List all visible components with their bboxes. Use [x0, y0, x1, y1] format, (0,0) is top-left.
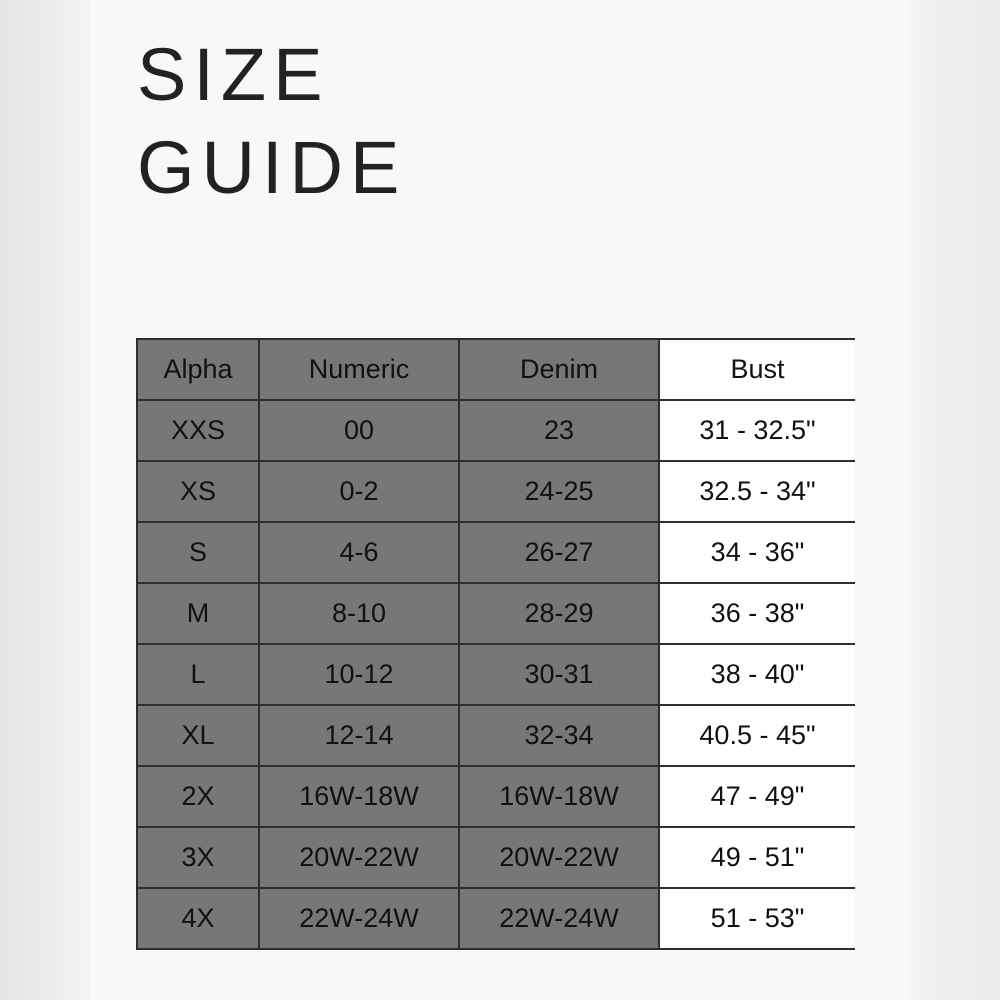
header-denim: Denim	[459, 339, 659, 400]
cell-bust: 36 - 38"	[659, 583, 855, 644]
cell-bust: 32.5 - 34"	[659, 461, 855, 522]
cell-bust: 49 - 51"	[659, 827, 855, 888]
cell-alpha: XL	[137, 705, 259, 766]
cell-bust: 47 - 49"	[659, 766, 855, 827]
title-line-1: SIZE	[137, 33, 330, 116]
table-row	[137, 705, 855, 766]
table-row	[137, 461, 855, 522]
title-line-2: GUIDE	[137, 126, 407, 209]
cell-alpha: XXS	[137, 400, 259, 461]
cell-numeric: 0-2	[259, 461, 459, 522]
cell-numeric: 00	[259, 400, 459, 461]
cell-denim: 32-34	[459, 705, 659, 766]
cell-numeric: 20W-22W	[259, 827, 459, 888]
table-row	[137, 827, 855, 888]
cell-alpha: L	[137, 644, 259, 705]
cell-alpha: XS	[137, 461, 259, 522]
cell-bust: 34 - 36"	[659, 522, 855, 583]
page-title	[137, 28, 406, 214]
cell-numeric: 16W-18W	[259, 766, 459, 827]
table-body	[137, 400, 855, 949]
cell-numeric: 8-10	[259, 583, 459, 644]
header-numeric: Numeric	[259, 339, 459, 400]
table-row	[137, 888, 855, 949]
cell-alpha: M	[137, 583, 259, 644]
cell-numeric: 4-6	[259, 522, 459, 583]
size-guide-table	[136, 338, 855, 950]
table-row	[137, 644, 855, 705]
table-header-row	[137, 339, 855, 400]
cell-alpha: 4X	[137, 888, 259, 949]
table-row	[137, 583, 855, 644]
cell-denim: 20W-22W	[459, 827, 659, 888]
header-alpha: Alpha	[137, 339, 259, 400]
cell-alpha: 3X	[137, 827, 259, 888]
cell-denim: 28-29	[459, 583, 659, 644]
cell-denim: 22W-24W	[459, 888, 659, 949]
table-row	[137, 766, 855, 827]
header-bust: Bust	[659, 339, 855, 400]
cell-denim: 24-25	[459, 461, 659, 522]
cell-bust: 31 - 32.5"	[659, 400, 855, 461]
table-row	[137, 522, 855, 583]
cell-denim: 23	[459, 400, 659, 461]
cell-alpha: S	[137, 522, 259, 583]
cell-numeric: 12-14	[259, 705, 459, 766]
cell-bust: 38 - 40"	[659, 644, 855, 705]
cell-bust: 40.5 - 45"	[659, 705, 855, 766]
cell-denim: 16W-18W	[459, 766, 659, 827]
cell-denim: 26-27	[459, 522, 659, 583]
cell-denim: 30-31	[459, 644, 659, 705]
cell-numeric: 10-12	[259, 644, 459, 705]
cell-alpha: 2X	[137, 766, 259, 827]
cell-numeric: 22W-24W	[259, 888, 459, 949]
cell-bust: 51 - 53"	[659, 888, 855, 949]
table-row	[137, 400, 855, 461]
